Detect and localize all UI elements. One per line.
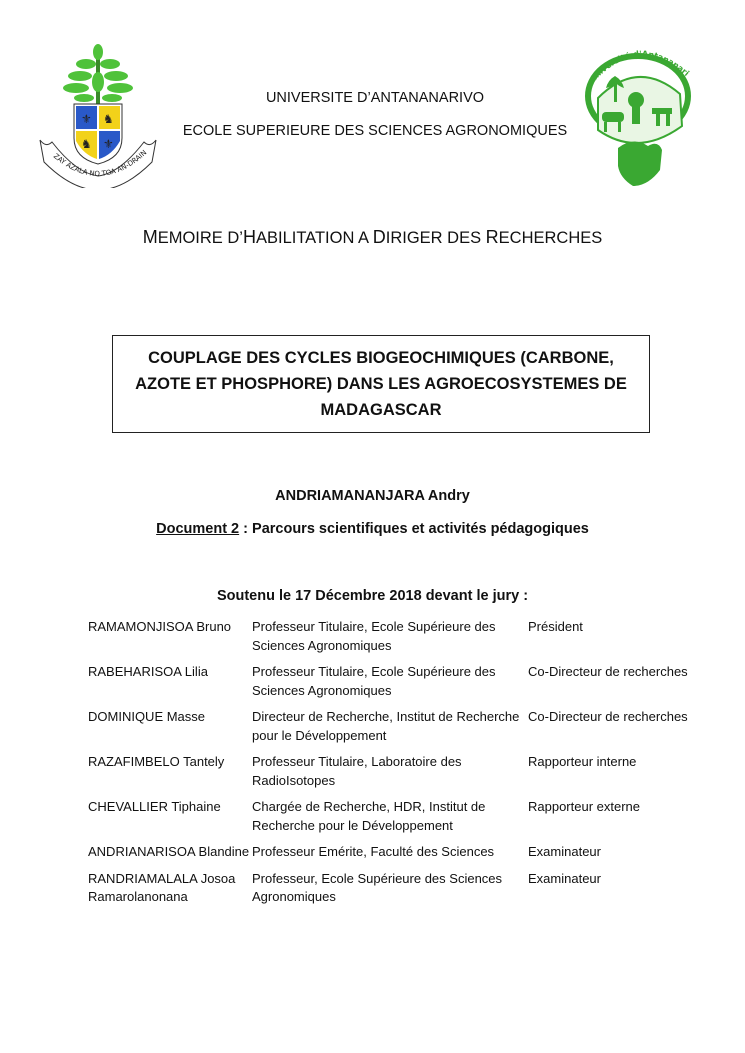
jury-role: Co-Directeur de recherches [528,709,688,724]
author-name: ANDRIAMANANJARA Andry [275,488,470,504]
thesis-title-box [112,335,650,433]
memoire-heading: MEMOIRE D’HABILITATION A DIRIGER DES RECHERCHES [142,227,603,247]
jury-name: CHEVALLIER Tiphaine [88,799,221,814]
university-crest-icon [36,38,160,188]
jury-name: RANDRIAMALALA Josoa Ramarolanonana [88,870,236,904]
jury-row [88,843,708,862]
jury-role: Examinateur [528,870,601,886]
jury-name: RAMAMONJISOA Bruno [88,619,232,634]
jury-role: Examinateur [528,844,601,859]
svg-text:université d'Antananarivo ECOL: université d'Antananari [588,49,691,84]
jury-row [88,753,708,790]
svg-text:ZAY AZALA NO TOA AN-DRAINY: ZAY AZALA NO TOA AN-DRAIN [51,148,149,179]
jury-role: Rapporteur externe [528,799,641,814]
jury-title: Chargée de Recherche, HDR, Institut de Recherche pour le Développement [252,799,486,833]
jury-name: DOMINIQUE Masse [88,709,206,724]
jury-title: Professeur Titulaire, Laboratoire des RadioIsotopes [252,754,462,788]
jury-name: RAZAFIMBELO Tantely [88,754,225,769]
school-name: ECOLE SUPERIEURE DES SCIENCES AGRONOMIQUES [182,123,568,139]
defense-statement: Soutenu le 17 Décembre 2018 devant le jury : [216,588,529,604]
jury-title: Professeur Titulaire, Ecole Supérieure des Sciences Agronomiques [252,664,496,698]
jury-role: Co-Directeur de recherches [528,664,688,679]
thesis-title: COUPLAGE DES CYCLES BIOGEOCHIMIQUES (CARBONE, AZOTE ET PHOSPHORE) DANS LES AGROECOSYSTEMES DE MADAGASCAR [135,349,627,419]
jury-role: Rapporteur interne [528,754,637,769]
jury-table [88,618,708,915]
jury-title: Professeur, Ecole Supérieure des Sciences Agronomiques [252,870,503,904]
jury-title: Professeur Titulaire, Ecole Supérieure des Sciences Agronomiques [252,619,496,653]
university-name: UNIVERSITE D’ANTANANARIVO [265,90,485,106]
jury-title: Directeur de Recherche, Institut de Recherche pour le Développement [252,709,520,743]
document-subtitle [90,521,655,537]
svg-text:⚜: ⚜ [81,112,92,126]
jury-role: Président [528,619,583,634]
jury-name: RABEHARISOA Lilia [88,664,208,679]
jury-row [88,870,708,907]
document-label: Document 2 [156,521,240,537]
agronomy-school-emblem-icon [578,38,702,190]
jury-name: ANDRIANARISOA Blandine [88,844,250,859]
jury-row [88,708,708,745]
document-description: : Parcours scientifiques et activités pédagogiques [239,521,589,537]
jury-row [88,663,708,700]
svg-text:⚜: ⚜ [103,137,114,151]
svg-text:♞: ♞ [103,112,114,126]
jury-title: Professeur Emérite, Faculté des Sciences [252,844,495,859]
jury-row [88,798,708,835]
svg-text:♞: ♞ [81,137,92,151]
jury-row [88,618,708,655]
